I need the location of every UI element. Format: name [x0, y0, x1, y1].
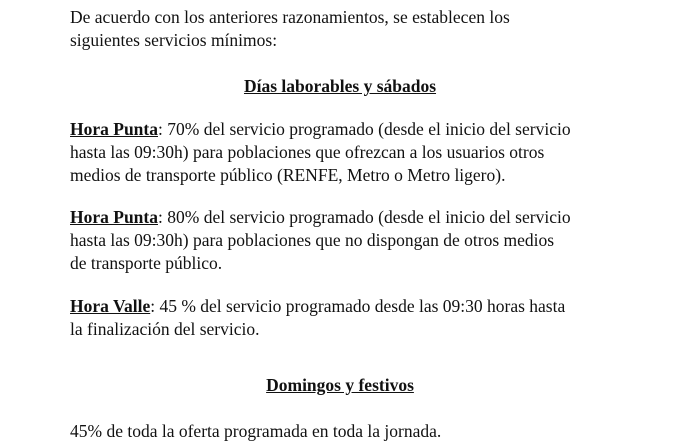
paragraph-text: : 70% del servicio programado (desde el inicio del servicio	[158, 119, 571, 139]
paragraph-line: medios de transporte público (RENFE, Metro o Metro ligero).	[70, 165, 506, 185]
peak-hour-paragraph-1	[70, 118, 571, 187]
peak-hour-label: Hora Punta	[70, 207, 158, 227]
off-peak-paragraph	[70, 295, 565, 341]
paragraph-line	[70, 206, 571, 229]
off-peak-label: Hora Valle	[70, 296, 151, 316]
intro-line-2: siguientes servicios mínimos:	[70, 30, 278, 50]
paragraph-line: hasta las 09:30h) para poblaciones que ofrezcan a los usuarios otros	[70, 142, 545, 162]
paragraph-line: hasta las 09:30h) para poblaciones que no dispongan de otros medios	[70, 230, 555, 250]
sundays-holidays-paragraph: 45% de toda la oferta programada en toda la jornada.	[70, 421, 442, 441]
intro-paragraph	[70, 6, 510, 52]
paragraph-line	[70, 118, 571, 141]
paragraph-line: la finalización del servicio.	[70, 319, 260, 339]
paragraph-text: : 45 % del servicio programado desde las 09:30 horas hasta	[150, 296, 566, 316]
peak-hour-label: Hora Punta	[70, 119, 158, 139]
section-heading-weekdays: Días laborables y sábados	[243, 76, 437, 96]
paragraph-line: de transporte público.	[70, 253, 223, 273]
intro-line-1: De acuerdo con los anteriores razonamientos, se establecen los	[70, 7, 510, 27]
section-heading-sundays-holidays: Domingos y festivos	[266, 375, 414, 395]
peak-hour-paragraph-2	[70, 206, 571, 275]
paragraph-text: : 80% del servicio programado (desde el inicio del servicio	[158, 207, 571, 227]
paragraph-line	[70, 295, 565, 318]
